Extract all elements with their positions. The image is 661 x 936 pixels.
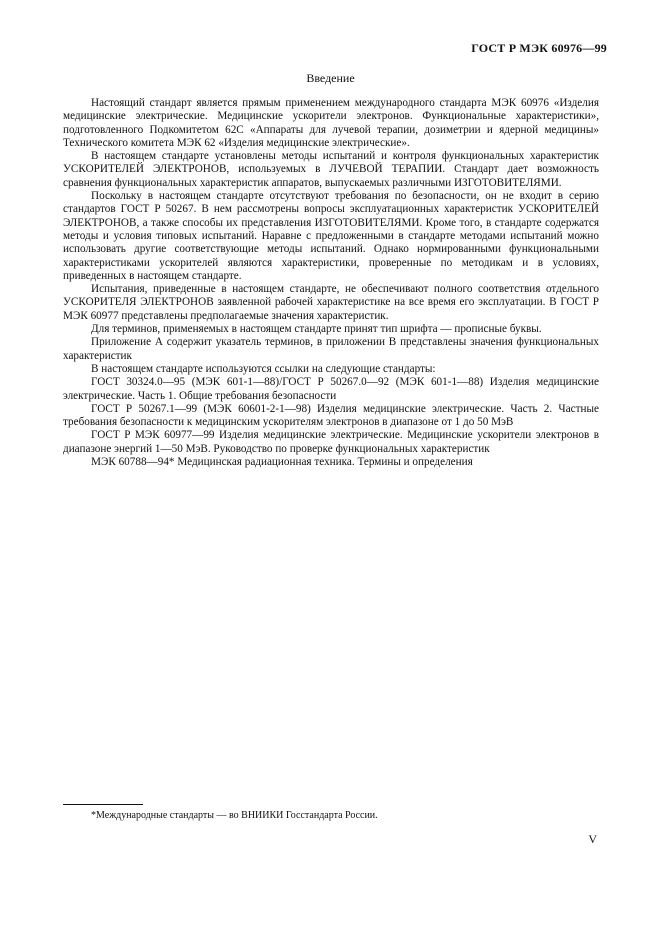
reference-item: ГОСТ 30324.0—95 (МЭК 601-1—88)/ГОСТ Р 50267.0—92 (МЭК 601-1—88) Изделия медицинские электрические. Часть 1. Общие требования безопасности: [63, 376, 599, 402]
paragraph: Настоящий стандарт является прямым применением международного стандарта МЭК 60976 «Изделия медицинские электрические. Медицинские ускорители электронов. Функциональные характеристики», подготовленного Подкомитетом 62С «Аппараты для лучевой терапии, дозиметрии и ядерной медицины» Технического комитета МЭК 62 «Изделия медицинские электрические».: [63, 97, 599, 149]
reference-item: ГОСТ Р 50267.1—99 (МЭК 60601-2-1—98) Изделия медицинские электрические. Часть 2. Частные требования безопасности к медицинским ускорителям электронов в диапазоне от 1 до 50 МэВ: [63, 402, 599, 429]
footnote-divider: [63, 804, 143, 805]
reference-item: МЭК 60788—94* Медицинская радиационная техника. Термины и определения: [91, 456, 473, 469]
page-number: V: [588, 832, 597, 846]
reference-item: ГОСТ Р МЭК 60977—99 Изделия медицинские электрические. Медицинские ускорители электронов в диапазоне энергий 1—50 МэВ. Руководство по проверке функциональных характеристик: [63, 429, 599, 455]
paragraph: Поскольку в настоящем стандарте отсутствуют требования по безопасности, он не входит в серию стандартов ГОСТ Р 50267. В нем рассмотрены вопросы эксплуатационных характеристик УСКОРИТЕЛЕЙ ЭЛЕКТРОНОВ, а также способы их представления ИЗГОТОВИТЕЛЯМИ. Кроме того, в стандарте содержатся методы и условия типовых испытаний. Наравне с предложенными в стандарте методами испытаний можно использовать другие соответствующие методы испытаний. Однако нормированными функциональными характеристиками ускорителей являются характеристики, проверенные по методикам и в условиях, приведенных в настоящем стандарте.: [63, 190, 599, 282]
body-text: [63, 97, 599, 469]
section-title: Введение: [306, 71, 355, 85]
footnote: *Международные стандарты — во ВНИИКИ Госстандарта России.: [91, 810, 378, 821]
standard-code-header: ГОСТ Р МЭК 60976—99: [471, 41, 607, 55]
paragraph: В настоящем стандарте установлены методы испытаний и контроля функциональных характеристик УСКОРИТЕЛЕЙ ЭЛЕКТРОНОВ, используемых в ЛУЧЕВОЙ ТЕРАПИИ. Стандарт дает возможность сравнения функциональных характеристик аппаратов, выпускаемых различными ИЗГОТОВИТЕЛЯМИ.: [63, 150, 599, 189]
paragraph: Для терминов, применяемых в настоящем стандарте принят тип шрифта — прописные буквы.: [91, 323, 542, 336]
paragraph: Испытания, приведенные в настоящем стандарте, не обеспечивают полного соответствия отдельного УСКОРИТЕЛЯ ЭЛЕКТРОНОВ заявленной рабочей характеристике на все время его эксплуатации. В ГОСТ Р МЭК 60977 представлены предполагаемые значения характеристик.: [63, 283, 599, 322]
paragraph: В настоящем стандарте используются ссылки на следующие стандарты:: [91, 362, 436, 375]
paragraph: Приложение А содержит указатель терминов, в приложении В представлены значения функциональных характеристик: [63, 336, 599, 362]
